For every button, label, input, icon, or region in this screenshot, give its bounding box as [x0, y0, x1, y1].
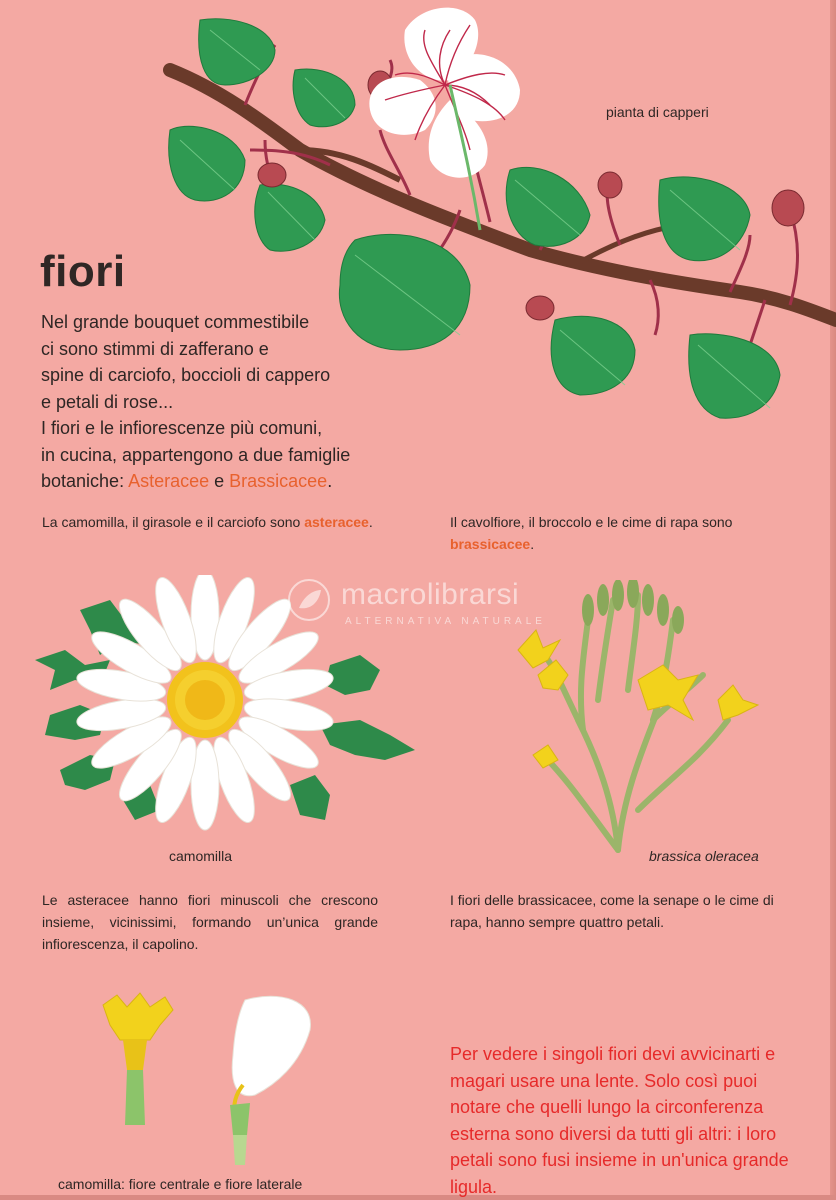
asteracee-note — [42, 511, 378, 533]
intro-line: ci sono stimmi di zafferano e — [41, 338, 269, 359]
asteracee-note-end: . — [368, 514, 373, 530]
page-title: fiori — [40, 247, 126, 296]
intro-line: Nel grande bouquet commestibile — [41, 312, 310, 332]
lens-note: Per vedere i singoli fiori devi avvicinarti e magari usare una lente. Solo così puoi notare che quelli lungo la circonferenza esterna sono diversi da tutti gli altri: i loro petali sono fusi insieme in un'unica grande ligula. — [450, 1044, 789, 1197]
family-asteracee-label: Asteracee — [128, 471, 210, 491]
brassicacee-description: I fiori delle brassicacee, come la senape o le cime di rapa, hanno sempre quattro petali. — [450, 892, 774, 930]
asteracee-description: Le asteracee hanno fiori minuscoli che crescono insieme, vicinissimi, formando un’unica grande infiorescenza, il capolino. — [42, 892, 378, 952]
intro-prefix: botaniche: — [41, 471, 129, 491]
family-brassicacee-label: Brassicacee — [229, 471, 328, 491]
leaf-logo-icon — [285, 576, 333, 624]
intro-paragraph — [41, 309, 421, 495]
intro-suffix: . — [327, 471, 333, 491]
flower-detail-illustration — [95, 985, 325, 1190]
brassicacee-note-text: Il cavolfiore, il broccolo e le cime di rapa sono — [450, 514, 733, 530]
asteracee-note-text: La camomilla, il girasole e il carciofo sono — [42, 514, 301, 530]
asteracee-note-accent: asteracee — [304, 514, 369, 530]
intro-conjunction: e — [209, 471, 230, 491]
chamomile-caption: camomilla — [169, 848, 233, 864]
brassica-caption: brassica oleracea — [649, 848, 759, 864]
flower-detail-caption: camomilla: fiore centrale e fiore laterale — [58, 1176, 303, 1192]
intro-line-last — [41, 468, 421, 495]
intro-line: e petali di rose... — [41, 391, 174, 412]
watermark-tagline: ALTERNATIVA NATURALE — [345, 616, 546, 627]
intro-line: I fiori e le infiorescenze più comuni, — [41, 418, 323, 438]
brassicacee-note — [450, 511, 790, 555]
intro-line: spine di carciofo, boccioli di cappero — [41, 365, 331, 385]
caper-caption: pianta di capperi — [606, 104, 709, 120]
brassicacee-note-end: . — [530, 536, 535, 552]
intro-line: in cucina, appartengono a due famiglie — [41, 444, 351, 465]
brassicacee-note-accent: brassicacee — [450, 536, 531, 552]
watermark-name: macrolibrarsi — [341, 578, 520, 611]
